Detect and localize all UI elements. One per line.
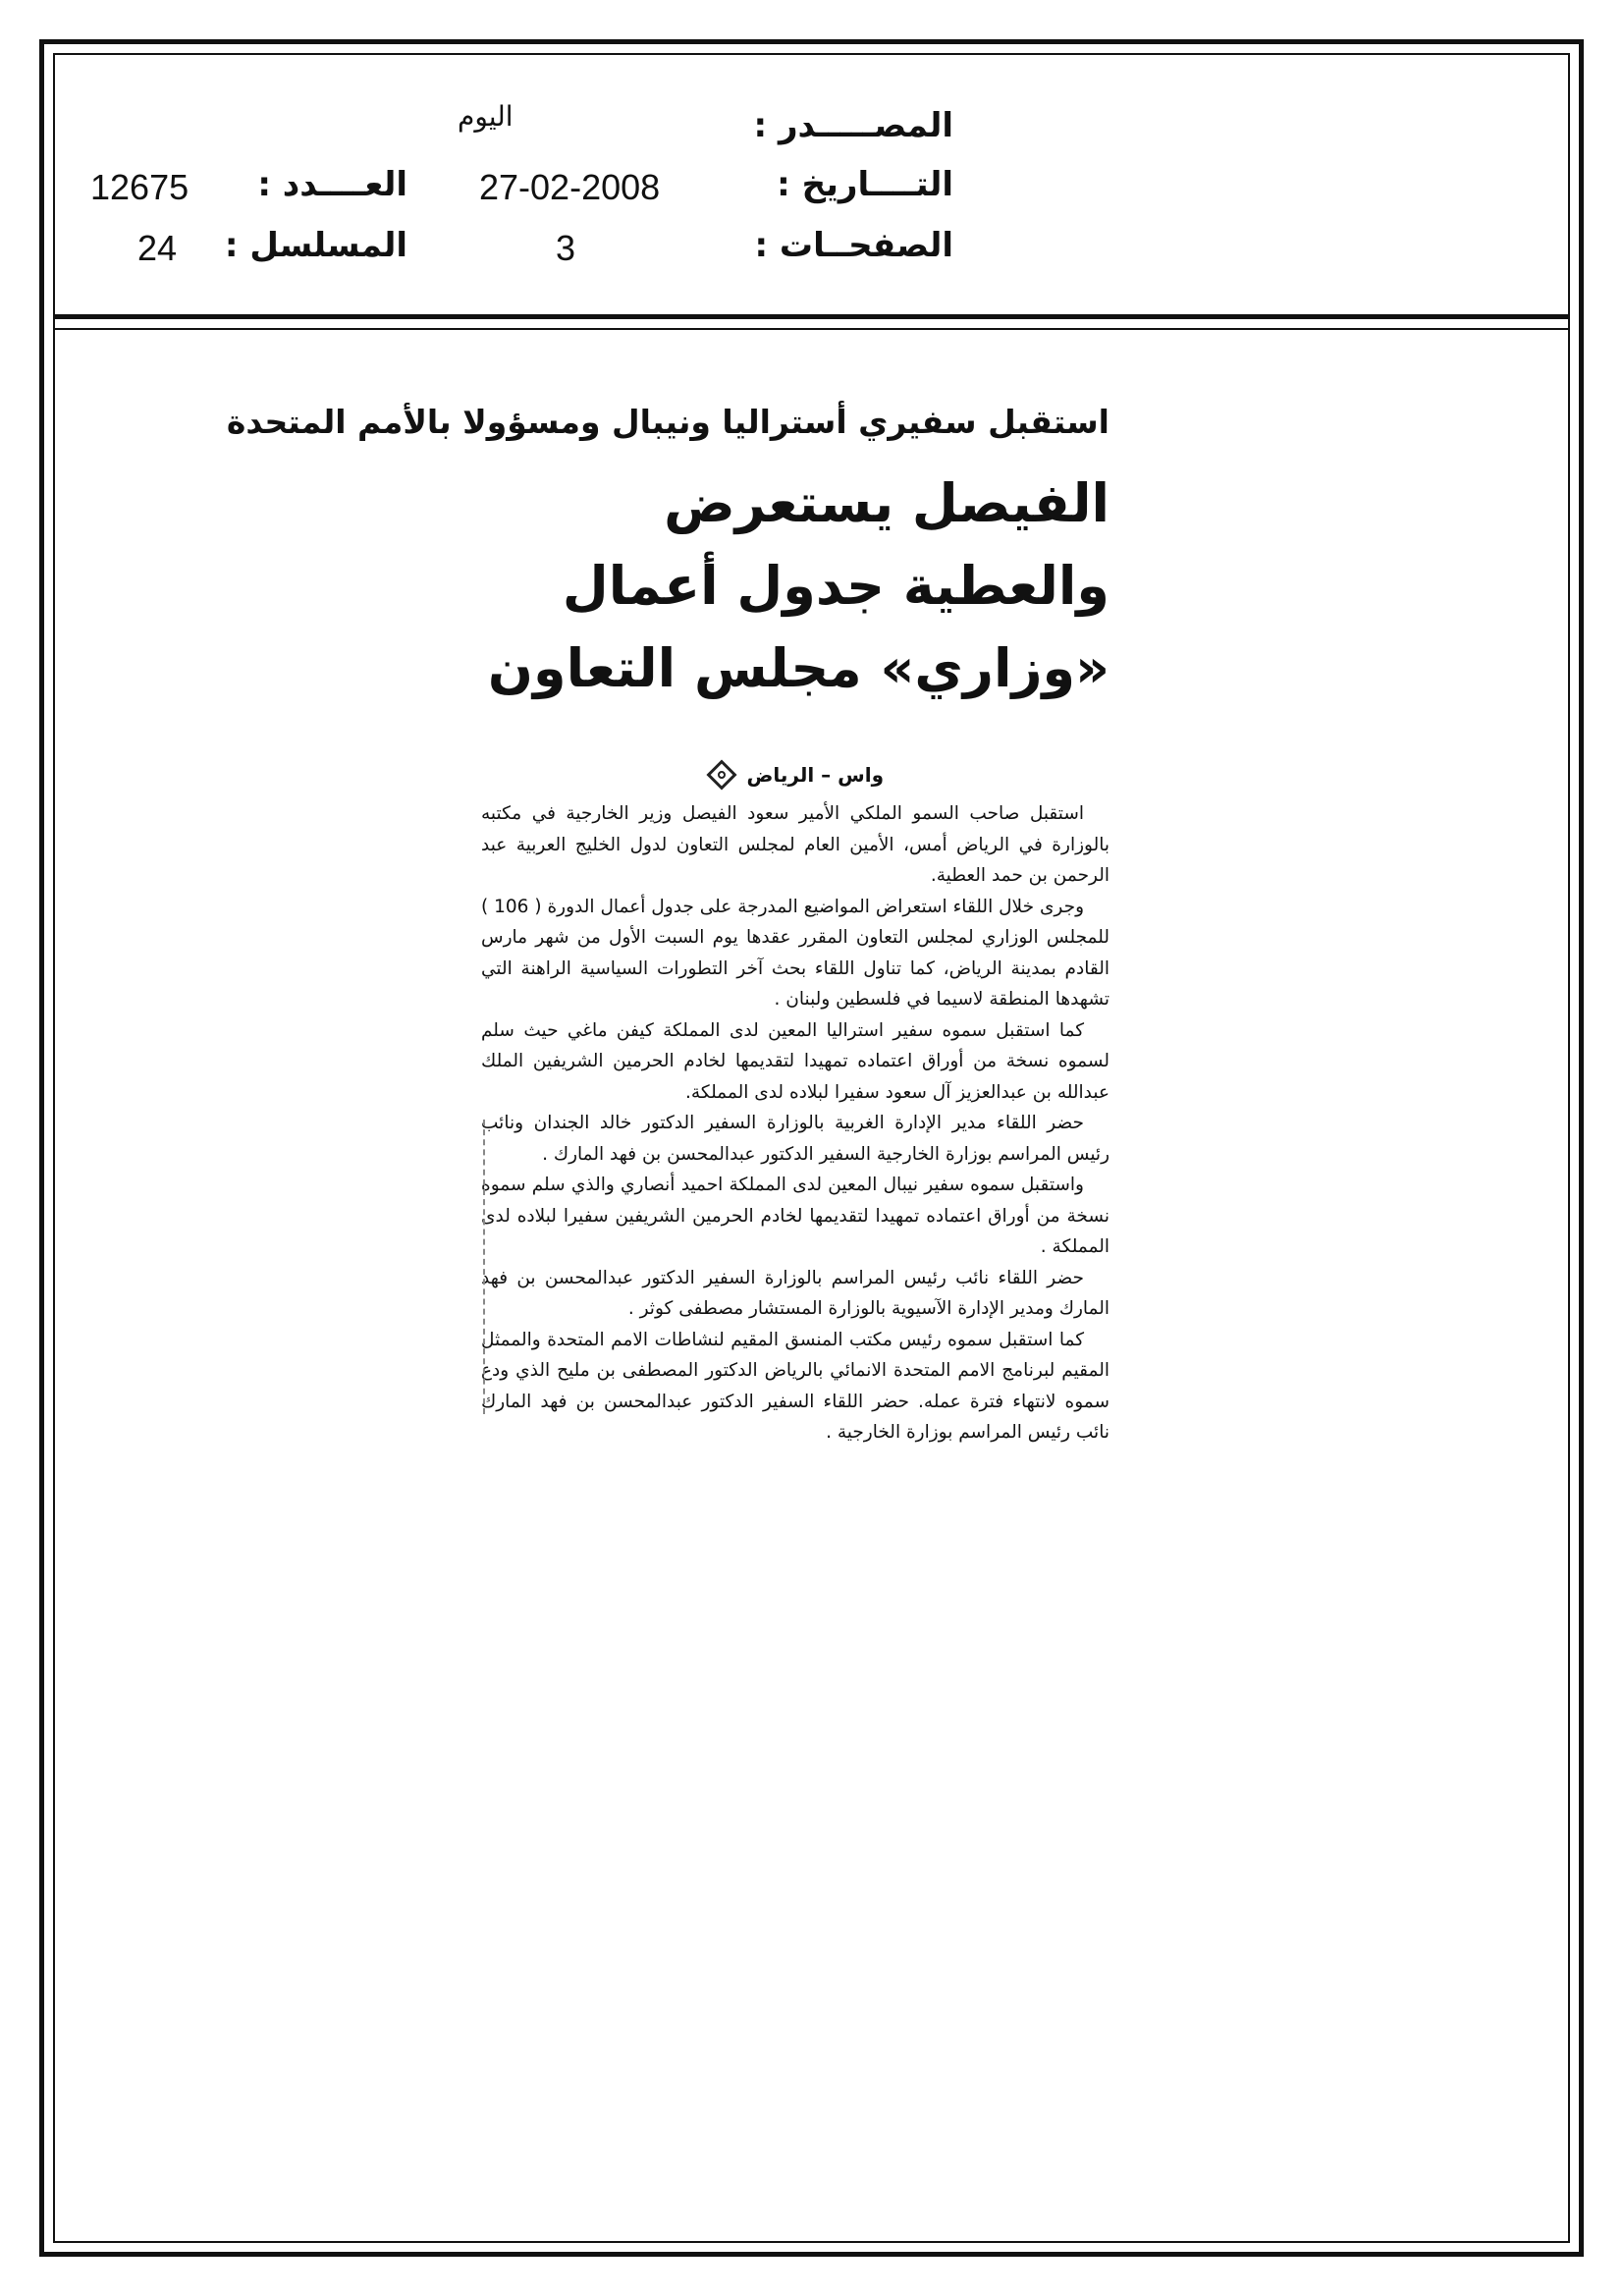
article-byline: واس – الرياض	[746, 763, 884, 787]
header-divider-thin	[53, 328, 1570, 330]
news-clipping	[226, 403, 1109, 1449]
article-headline: الفيصل يستعرض والعطية جدول أعمال «وزاري» مجلس التعاون	[487, 472, 1109, 699]
date-label: التــــاريخ :	[777, 165, 953, 204]
pages-value: 3	[556, 228, 576, 268]
issue-label: العــــدد :	[257, 165, 407, 204]
date-value: 27-02-2008	[479, 167, 661, 207]
article-body	[481, 798, 1109, 1449]
source-label: المصـــــدر :	[753, 106, 953, 145]
spa-agency-logo-icon	[707, 759, 737, 790]
column-edge-rule	[483, 1120, 485, 1414]
article-paragraph: كما استقبل سموه سفير استراليا المعين لدى المملكة كيفن ماغي حيث سلم لسموه نسخة من أوراق اعتماده تمهيدا لتقديمها لخادم الحرمين الشريفين الملك عبدالله بن عبدالعزيز آل سعود سفيرا لبلاده لدى المملكة.	[481, 1019, 1109, 1103]
byline-row	[481, 763, 1109, 787]
article-paragraph: استقبل صاحب السمو الملكي الأمير سعود الفيصل وزير الخارجية في مكتبه بالوزارة في الرياض أمس، الأمين العام لمجلس التعاون لدول الخليج العربية عبد الرحمن بن حمد العطية.	[481, 803, 1109, 886]
serial-label: المسلسل :	[224, 226, 407, 265]
pages-label: الصفحــات :	[754, 226, 953, 265]
article-paragraph: واستقبل سموه سفير نيبال المعين لدى المملكة احميد أنصاري والذي سلم سموه نسخة من أوراق اعتماده تمهيدا لتقديمها لخادم الحرمين الشريفين سفيرا لبلاده لدى المملكة .	[481, 1175, 1109, 1257]
article-kicker: استقبل سفيري أستراليا ونيبال ومسؤولا بالأمم المتحدة	[226, 403, 1109, 441]
article-paragraph: حضر اللقاء مدير الإدارة الغربية بالوزارة السفير الدكتور خالد الجندان ونائب رئيس المراسم بوزارة الخارجية السفير الدكتور عبدالمحسن بن فهد المارك .	[481, 1113, 1109, 1165]
header-divider-thick	[53, 314, 1570, 319]
serial-value: 24	[137, 228, 178, 268]
article-paragraph: كما استقبل سموه رئيس مكتب المنسق المقيم لنشاطات الامم المتحدة والممثل المقيم لبرنامج الامم المتحدة الانمائي بالرياض الدكتور المصطفى بن مليح الذي ودع سموه لانتهاء فترة عمله. حضر اللقاء السفير الدكتور عبدالمحسن بن فهد المارك نائب رئيس المراسم بوزارة الخارجية .	[481, 1329, 1109, 1443]
issue-value: 12675	[90, 167, 189, 207]
article-paragraph: حضر اللقاء نائب رئيس المراسم بالوزارة السفير الدكتور عبدالمحسن بن فهد المارك ومدير الإدارة الآسيوية بالوزارة المستشار مصطفى كوثر .	[481, 1267, 1109, 1319]
source-value: اليوم	[458, 100, 514, 133]
article-paragraph: وجرى خلال اللقاء استعراض المواضيع المدرجة على جدول أعمال الدورة ( 106 ) للمجلس الوزاري لمجلس التعاون المقرر عقدها يوم السبت الأول من شهر مارس القادم بمدينة الرياض، كما تناول اللقاء بحث آخر التطورات السياسية الراهنة التي تشهدها المنطقة لاسيما في فلسطين ولبنان .	[481, 896, 1109, 1010]
